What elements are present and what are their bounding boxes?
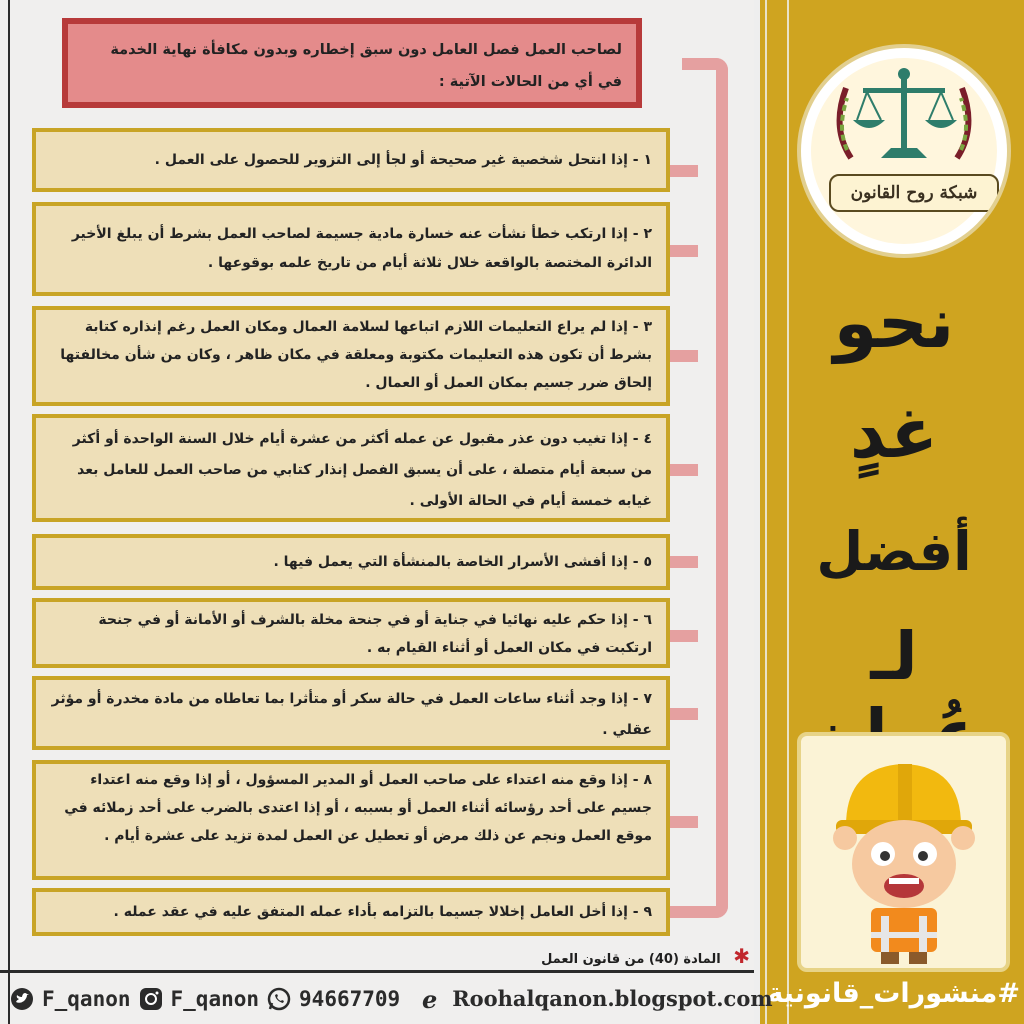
slogan-line-1: نحو — [833, 282, 955, 364]
footer-contacts — [0, 970, 773, 1024]
connector-branch — [668, 165, 698, 177]
footnote-text: المادة (40) من قانون العمل — [541, 952, 721, 967]
scales-of-justice-icon — [811, 58, 997, 178]
svg-text:e: e — [422, 986, 438, 1011]
connector-branch — [668, 350, 698, 362]
connector-branch — [668, 556, 698, 568]
browser-icon — [420, 987, 444, 1011]
side-stripe — [765, 0, 767, 1024]
list-item: ١ - إذا انتحل شخصية غير صحيحة أو لجأ إلى التزوير للحصول على العمل . — [32, 128, 670, 192]
list-item: ٨ - إذا وقع منه اعتداء على صاحب العمل أو المدير المسؤول ، أو إذا وقع منه اعتداء جسيم على أحد رؤسائه أثناء العمل أو بسببه ، أو إذا اعتدى بالضرب على أحد زملائه في موقع العمل ونجم عن ذلك مرض أو تعطيل عن العمل لمدة تزيد على عشرة أيام . — [32, 760, 670, 880]
slogan-line-2: غدٍ — [849, 392, 939, 474]
phone-number[interactable]: 94667709 — [299, 986, 401, 1011]
list-item: ٢ - إذا ارتكب خطأ نشأت عنه خسارة مادية جسيمة لصاحب العمل بشرط أن يبلغ الأخير الدائرة المختصة بالواقعة خلال ثلاثة أيام من تاريخ علمه بوقوعها . — [32, 202, 670, 296]
connector-branch — [668, 816, 698, 828]
list-item: ٩ - إذا أخل العامل إخلالا جسيما بالتزامه بأداء عمله المتفق عليه في عقد عمله . — [32, 888, 670, 936]
slogan-line-4: لـ — [870, 618, 918, 695]
whatsapp-icon — [267, 987, 291, 1011]
connector-branch — [668, 464, 698, 476]
connector-branch — [668, 630, 698, 642]
page-title: لصاحب العمل فصل العامل دون سبق إخطاره وبدون مكافأة نهاية الخدمة في أي من الحالات الآتية : — [62, 18, 642, 108]
blog-link[interactable]: Roohalqanon.blogspot.com — [452, 986, 773, 1011]
logo-caption: شبكة روح القانون — [829, 174, 999, 212]
list-item: ٥ - إذا أفشى الأسرار الخاصة بالمنشأة التي يعمل فيها . — [32, 534, 670, 590]
hashtag: #منشورات_قانونية — [767, 978, 1020, 1009]
logo-circle — [811, 58, 997, 244]
connector-branch — [668, 708, 698, 720]
connector-line — [682, 58, 728, 918]
footnote — [540, 944, 750, 968]
list-item: ٤ - إذا تغيب دون عذر مقبول عن عمله أكثر من عشرة أيام خلال السنة الواحدة أو أكثر من سبعة أيام متصلة ، على أن يسبق الفصل إنذار كتابي من صاحب العمل للعامل بعد غيابه خمسة أيام في الحالة الأولى . — [32, 414, 670, 522]
instagram-icon — [139, 987, 163, 1011]
twitter-icon — [10, 987, 34, 1011]
list-item: ٧ - إذا وجد أثناء ساعات العمل في حالة سكر أو متأثرا بما تعاطاه من مادة مخدرة أو مؤثر عقلي . — [32, 676, 670, 750]
left-edge-line — [8, 0, 10, 1024]
construction-worker-icon — [801, 736, 1006, 968]
list-item: ٣ - إذا لم يراع التعليمات اللازم اتباعها لسلامة العمال ومكان العمل رغم إنذاره كتابة بشرط أن تكون هذه التعليمات مكتوبة ومعلقة في مكان ظاهر ، وكان من شأن مخالفتها إلحاق ضرر جسيم بمكان العمل أو العمال . — [32, 306, 670, 406]
worker-illustration-box — [797, 732, 1010, 972]
list-item: ٦ - إذا حكم عليه نهائيا في جناية أو في جنحة مخلة بالشرف أو الأمانة أو في جنحة ارتكبت في مكان العمل أو أثناء القيام به . — [32, 598, 670, 668]
connector-branch — [668, 245, 698, 257]
connector-branch — [668, 906, 698, 918]
instagram-handle[interactable]: F_qanon — [170, 986, 260, 1011]
side-stripe — [787, 0, 789, 1024]
twitter-handle[interactable]: F_qanon — [42, 986, 131, 1011]
slogan-line-3: أفضل — [816, 520, 972, 583]
logo — [797, 44, 1011, 258]
asterisk-icon: ✱ — [733, 944, 750, 968]
